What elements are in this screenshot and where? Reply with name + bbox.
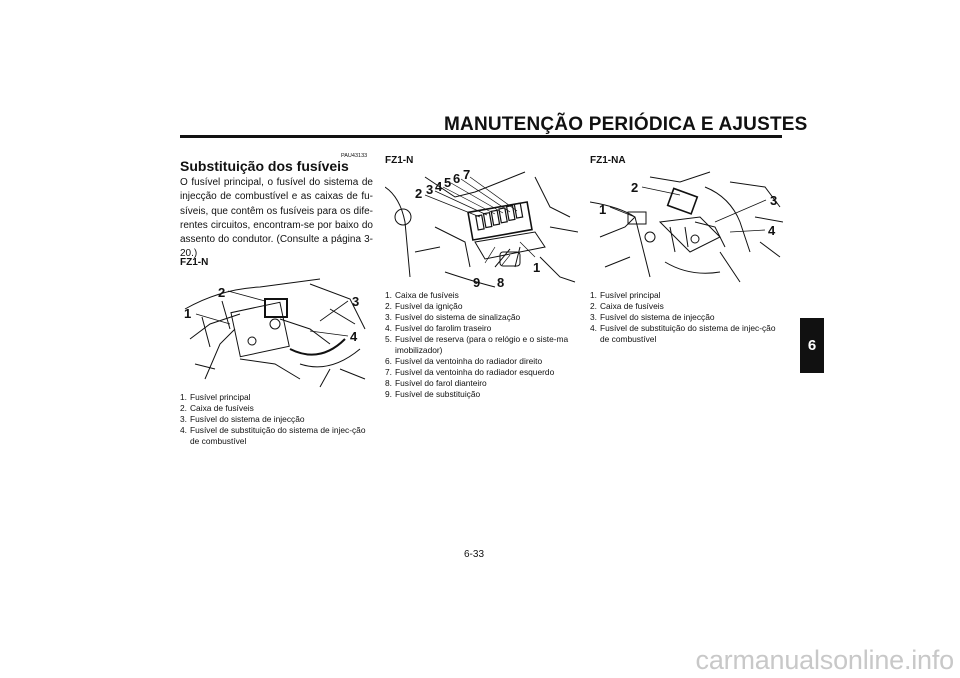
legend-item: 2. Caixa de fusíveis <box>180 403 254 413</box>
legend-item: 9. Fusível de substituição <box>385 389 481 399</box>
figure-2-callout: 6 <box>453 171 461 186</box>
figure-3-callout: 2 <box>631 180 639 195</box>
figure-1-callout: 4 <box>350 329 358 344</box>
figure-1-illustration <box>180 269 373 390</box>
figure-1-callout: 3 <box>352 294 360 309</box>
legend-item: 4. Fusível de substituição do sistema de injec-ção de combustível <box>590 323 776 344</box>
page-header-title: MANUTENÇÃO PERIÓDICA E AJUSTES <box>444 114 808 135</box>
legend-item: 3. Fusível do sistema de sinalização <box>385 312 521 322</box>
section-body: O fusível principal, o fusível do sistema de injecção de combustível e as caixas de fu-síveis, que contêm os fusíveis para os dife-rentes circuitos, encontram-se por baixo do assento do condutor. (Consulte a página 3-20.) <box>180 177 373 260</box>
figure-2-callout: 3 <box>426 182 434 197</box>
chapter-tab[interactable]: 6 <box>800 318 824 373</box>
legend-item: 1. Fusível principal <box>180 392 251 402</box>
figure-2-callout: 8 <box>497 275 505 288</box>
legend-item: 6. Fusível da ventoinha do radiador direito <box>385 356 543 366</box>
watermark[interactable]: carmanualsonline.info <box>695 645 954 675</box>
figure-3-illustration <box>590 167 783 288</box>
figure-1-callout: 1 <box>184 306 192 321</box>
figure-3-callout: 3 <box>770 193 778 208</box>
figure-2-legend <box>385 290 578 400</box>
legend-item: 3. Fusível do sistema de injecção <box>590 312 715 322</box>
figure-2-callout: 4 <box>435 179 443 194</box>
legend-item: 4. Fusível de substituição do sistema de injec-ção de combustível <box>180 425 366 446</box>
figure-2-callout: 1 <box>533 260 541 275</box>
figure-3-label: FZ1-NA <box>590 155 626 166</box>
page-number: 6-33 <box>464 549 485 560</box>
legend-item: 5. Fusível de reserva (para o relógio e o siste-ma imobilizador) <box>385 334 569 355</box>
figure-2-illustration <box>385 167 578 288</box>
legend-item: 8. Fusível do farol dianteiro <box>385 378 487 388</box>
legend-item: 7. Fusível da ventoinha do radiador esquerdo <box>385 367 555 377</box>
figure-2-callout: 2 <box>415 186 423 201</box>
legend-item: 1. Fusível principal <box>590 290 661 300</box>
legend-item: 3. Fusível do sistema de injecção <box>180 414 305 424</box>
figure-2-label: FZ1-N <box>385 155 414 166</box>
legend-item: 4. Fusível do farolim traseiro <box>385 323 492 333</box>
legend-item: 1. Caixa de fusíveis <box>385 290 459 300</box>
legend-item: 2. Caixa de fusíveis <box>590 301 664 311</box>
figure-3-legend <box>590 290 783 345</box>
figure-3-callout: 4 <box>768 223 776 238</box>
header-rule <box>180 135 782 138</box>
legend-item: 2. Fusível da ignição <box>385 301 463 311</box>
figure-2-callout: 9 <box>473 275 481 288</box>
figure-1-legend <box>180 392 373 447</box>
section-title: Substituição dos fusíveis <box>180 158 349 174</box>
reference-code: PAU43133 <box>341 153 368 159</box>
figure-3-callout: 1 <box>599 202 607 217</box>
figure-2-callout: 5 <box>444 175 452 190</box>
figure-1-label: FZ1-N <box>180 257 209 268</box>
figure-1-callout: 2 <box>218 285 226 300</box>
figure-2-callout: 7 <box>463 167 471 182</box>
